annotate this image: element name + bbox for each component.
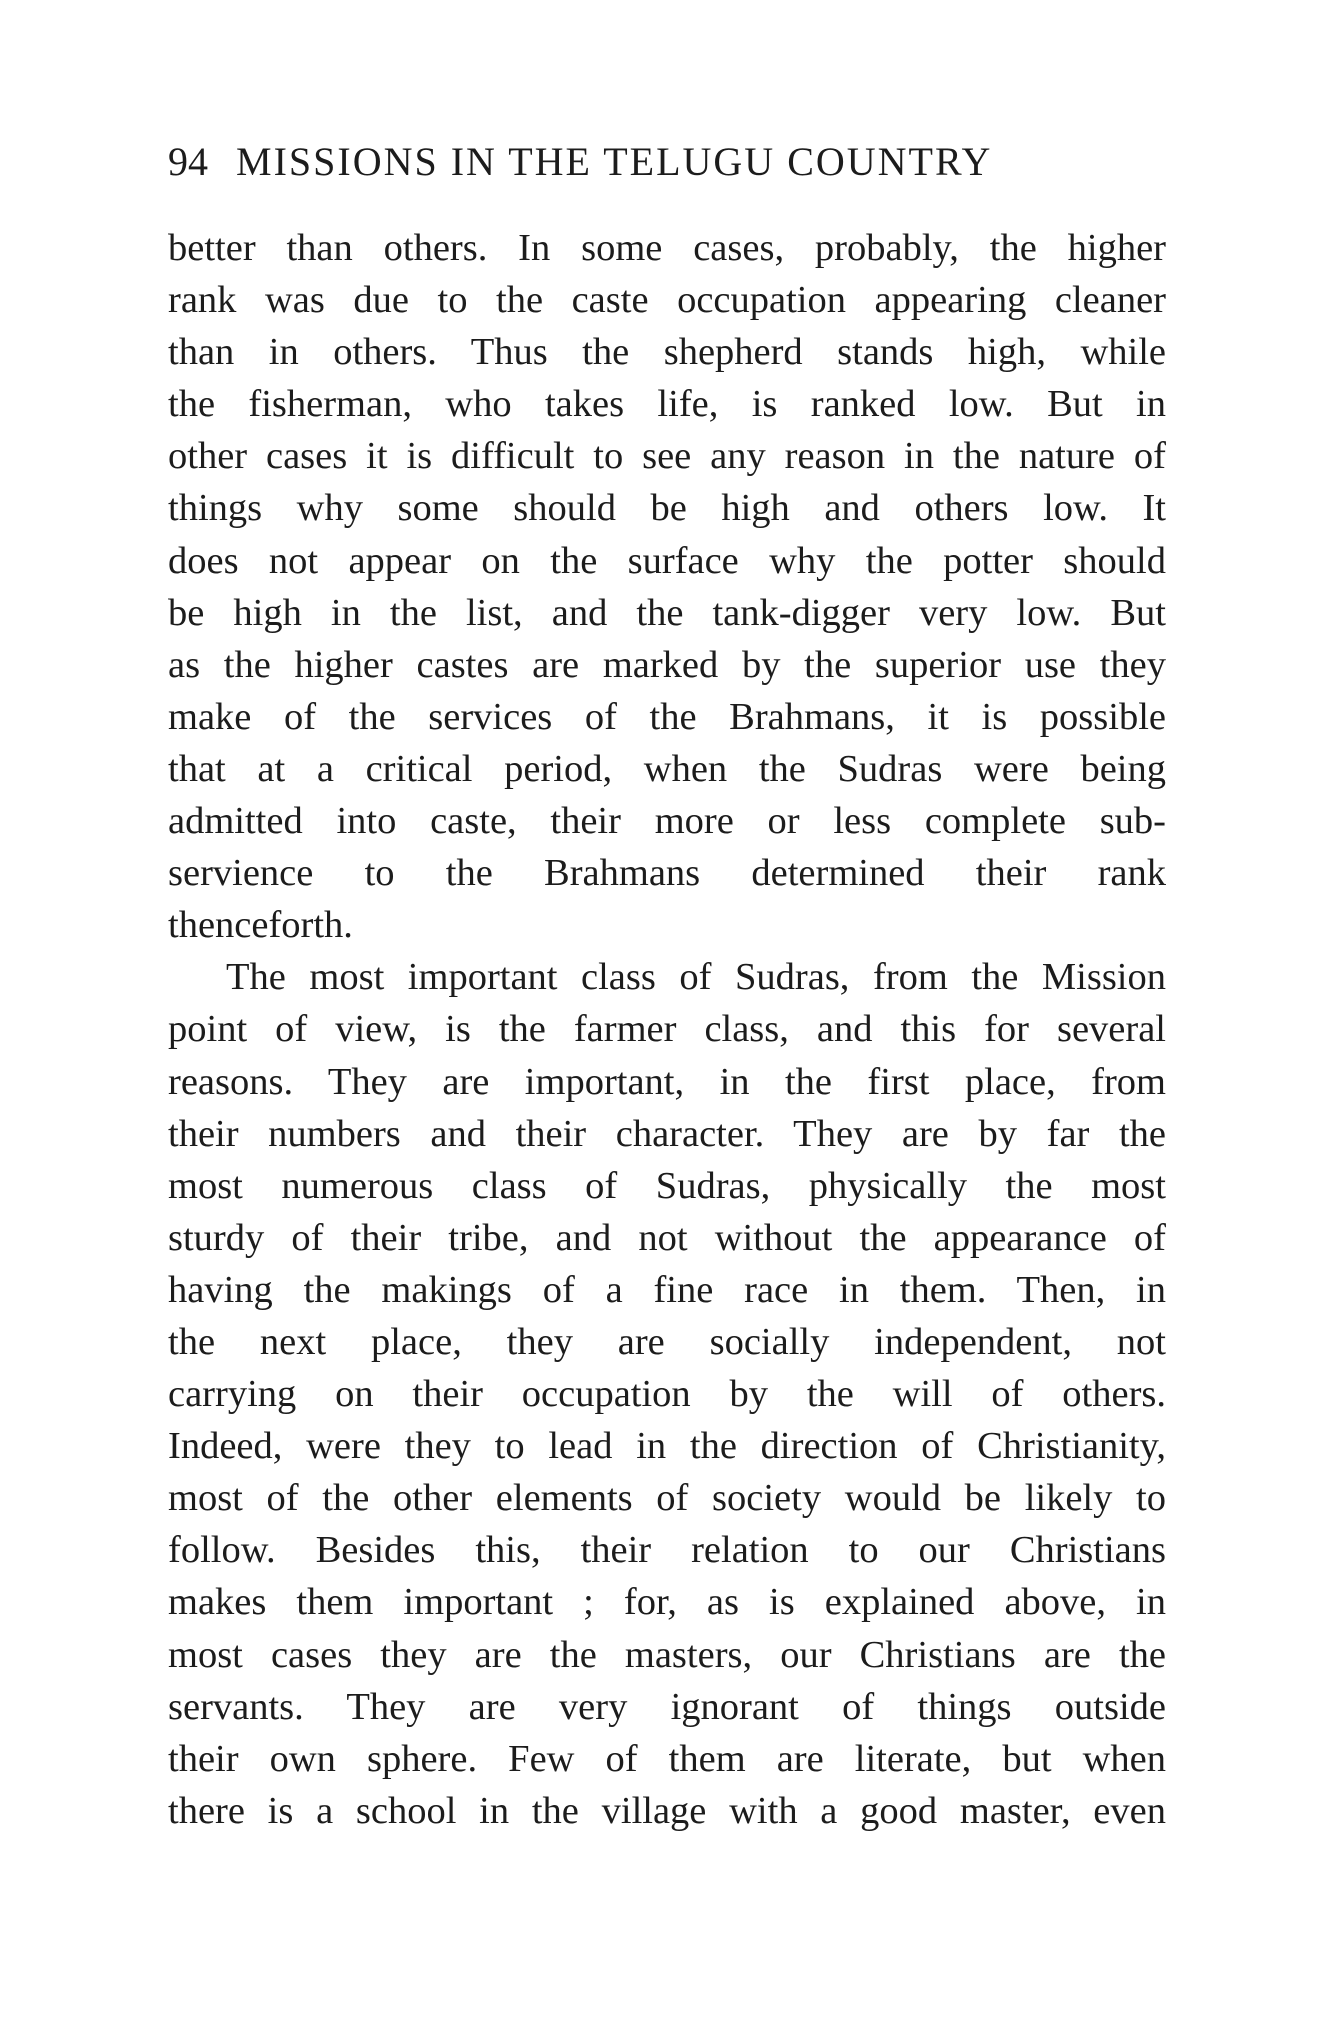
text-line: their own sphere. Few of them are literate, but when [168, 1737, 1166, 1780]
text-line: the fisherman, who takes life, is ranked low. But in [168, 383, 1166, 426]
text-line: Indeed, were they to lead in the direction of Christianity, [168, 1425, 1166, 1468]
body-text [168, 222, 1166, 1837]
page-number: 94 [168, 139, 208, 184]
text-line: the next place, they are socially independent, not [168, 1320, 1166, 1363]
text-line: make of the services of the Brahmans, it is possible [168, 695, 1166, 738]
text-line: be high in the list, and the tank-digger very low. But [168, 591, 1166, 634]
text-line: as the higher castes are marked by the superior use they [168, 643, 1166, 686]
text-line: than in others. Thus the shepherd stands high, while [168, 331, 1166, 374]
header-title: MISSIONS IN THE TELUGU COUNTRY [236, 139, 993, 184]
text-line: admitted into caste, their more or less complete sub- [168, 800, 1166, 843]
text-line: things why some should be high and others low. It [168, 487, 1166, 530]
text-line: there is a school in the village with a good master, even [168, 1789, 1166, 1832]
running-head [168, 138, 1168, 198]
text-line: rank was due to the caste occupation appearing cleaner [168, 279, 1166, 322]
text-line: makes them important ; for, as is explained above, in [168, 1581, 1166, 1624]
text-line: most numerous class of Sudras, physically the most [168, 1164, 1166, 1207]
text-line: that at a critical period, when the Sudras were being [168, 747, 1166, 790]
text-line: better than others. In some cases, probably, the higher [168, 227, 1166, 269]
text-line: servience to the Brahmans determined their rank [168, 852, 1166, 895]
text-line: carrying on their occupation by the will of others. [168, 1373, 1166, 1416]
text-line: reasons. They are important, in the first place, from [168, 1060, 1166, 1103]
text-line: point of view, is the farmer class, and this for several [168, 1008, 1166, 1051]
text-line: The most important class of Sudras, from the Mission [226, 956, 1166, 999]
text-line: most cases they are the masters, our Christians are the [168, 1633, 1166, 1676]
text-line: does not appear on the surface why the potter should [168, 539, 1166, 582]
text-line: sturdy of their tribe, and not without the appearance of [168, 1216, 1166, 1259]
text-line: follow. Besides this, their relation to our Christians [168, 1529, 1166, 1572]
text-line: other cases it is difficult to see any reason in the nature of [168, 435, 1166, 478]
text-line: servants. They are very ignorant of things outside [168, 1685, 1166, 1728]
text-line: their numbers and their character. They are by far the [168, 1112, 1166, 1155]
text-line: most of the other elements of society would be likely to [168, 1477, 1166, 1520]
text-line: having the makings of a fine race in them. Then, in [168, 1268, 1166, 1311]
text-line: thenceforth. [168, 904, 353, 947]
